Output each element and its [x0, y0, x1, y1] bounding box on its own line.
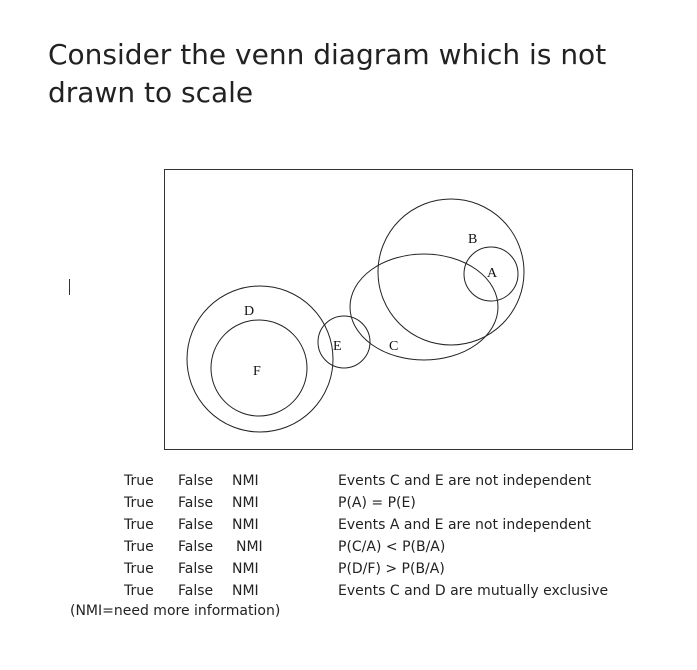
- option-true[interactable]: True: [124, 473, 154, 489]
- statement-4: P(C/A) < P(B/A): [338, 539, 446, 555]
- option-nmi[interactable]: NMI: [232, 495, 259, 511]
- option-nmi[interactable]: NMI: [232, 517, 259, 533]
- label-e: E: [333, 339, 342, 354]
- statement-3: Events A and E are not independent: [338, 517, 591, 533]
- label-f: F: [253, 364, 261, 379]
- option-nmi[interactable]: NMI: [232, 473, 259, 489]
- answer-row-4: [124, 536, 263, 558]
- option-false[interactable]: False: [178, 583, 214, 599]
- option-true[interactable]: True: [124, 495, 154, 511]
- option-true[interactable]: True: [124, 583, 154, 599]
- statement-6: Events C and D are mutually exclusive: [338, 583, 609, 599]
- answer-row-2: [124, 492, 263, 514]
- option-nmi[interactable]: NMI: [236, 539, 263, 555]
- sample-space-box: [165, 170, 633, 450]
- label-a: A: [487, 266, 498, 281]
- answer-row-5: [124, 558, 263, 580]
- option-nmi[interactable]: NMI: [232, 583, 259, 599]
- label-b: B: [468, 232, 478, 247]
- statement-1: Events C and E are not independent: [338, 473, 592, 489]
- statement-2: P(A) = P(E): [338, 495, 416, 511]
- option-false[interactable]: False: [178, 473, 214, 489]
- option-true[interactable]: True: [124, 561, 154, 577]
- statement-list: [338, 470, 608, 602]
- ellipse-c: [350, 254, 498, 360]
- circle-d: [187, 286, 333, 432]
- answer-row-1: [124, 470, 263, 492]
- circle-e: [318, 316, 370, 368]
- nmi-note: (NMI=need more information): [70, 603, 281, 619]
- label-c: C: [389, 339, 399, 354]
- statement-5: P(D/F) > P(B/A): [338, 561, 445, 577]
- option-false[interactable]: False: [178, 539, 214, 555]
- circle-b: [378, 199, 524, 345]
- option-nmi[interactable]: NMI: [232, 561, 259, 577]
- option-true[interactable]: True: [124, 539, 154, 555]
- label-d: D: [244, 304, 255, 319]
- option-false[interactable]: False: [178, 561, 214, 577]
- answer-row-6: [124, 580, 263, 602]
- answer-row-3: [124, 514, 263, 536]
- question-title: Consider the venn diagram which is not drawn to scale: [48, 38, 607, 109]
- option-false[interactable]: False: [178, 517, 214, 533]
- option-false[interactable]: False: [178, 495, 214, 511]
- option-true[interactable]: True: [124, 517, 154, 533]
- answer-options: [124, 470, 263, 602]
